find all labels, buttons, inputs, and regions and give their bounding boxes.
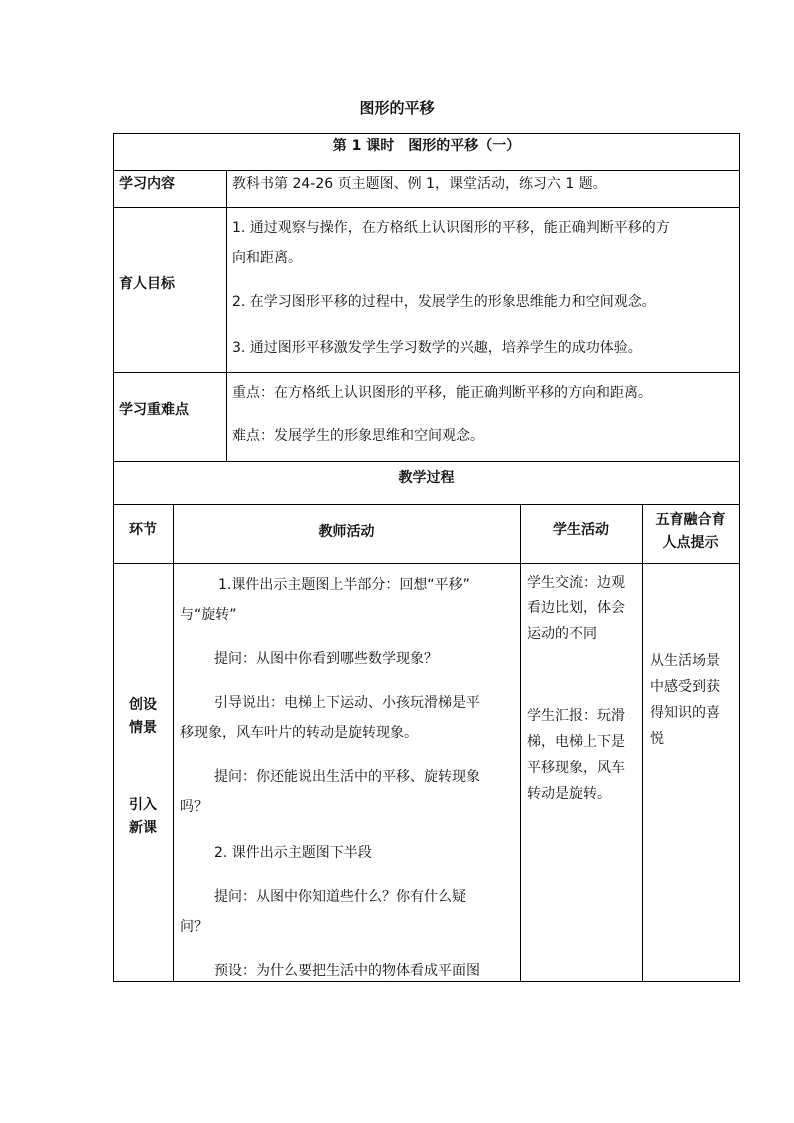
tips-line: 从生活场景: [650, 653, 720, 669]
header-tips: 五育融合育: [655, 512, 726, 528]
student-line: 运动的不同: [527, 626, 597, 642]
lesson-header: 第 1 课时 图形的平移（一）: [332, 138, 521, 154]
tips-line: 悦: [650, 731, 664, 747]
goal-item: 2. 在学习图形平移的过程中，发展学生的形象思维能力和空间观念。: [232, 294, 656, 310]
student-line: 学生交流：边观: [527, 575, 625, 591]
content-label: 学习内容: [119, 176, 175, 192]
teacher-line: 问？: [180, 919, 208, 935]
grid-line: [113, 504, 740, 505]
student-line: 平移现象，风车: [527, 760, 625, 776]
grid-line: [113, 170, 740, 171]
stage-line: 新课: [129, 820, 157, 836]
header-student: 学生活动: [553, 522, 609, 538]
process-title: 教学过程: [398, 470, 455, 486]
teacher-line: 提问：从图中你看到哪些数学现象？: [214, 651, 438, 667]
tips-line: 得知识的喜: [650, 705, 720, 721]
grid-line: [113, 133, 114, 982]
header-tips: 人点提示: [662, 535, 719, 551]
header-teacher: 教师活动: [318, 524, 375, 540]
tips-line: 中感受到获: [650, 679, 720, 695]
grid-line: [113, 207, 740, 208]
student-line: 看边比划，体会: [527, 600, 625, 616]
difficulty-point: 难点：发展学生的形象思维和空间观念。: [232, 428, 484, 444]
grid-line: [173, 504, 174, 982]
header-stage: 环节: [129, 522, 157, 538]
grid-line: [642, 504, 643, 982]
stage-line: 情景: [129, 720, 157, 736]
goal-item: 向和距离。: [232, 250, 302, 266]
teacher-line: 2. 课件出示主题图下半段: [214, 845, 372, 861]
key-point: 重点：在方格纸上认识图形的平移，能正确判断平移的方向和距离。: [232, 385, 652, 401]
content-text: 教科书第 24-26 页主题图、例 1，课堂活动，练习六 1 题。: [232, 176, 607, 192]
teacher-line: 与“旋转”: [180, 607, 237, 623]
goals-label: 育人目标: [119, 276, 175, 292]
teacher-line: 移现象，风车叶片的转动是旋转现象。: [180, 725, 418, 741]
page-title: 图形的平移: [359, 99, 435, 117]
key-points-label: 学习重难点: [119, 402, 189, 418]
teacher-line: 吗？: [180, 799, 208, 815]
teacher-line: 引导说出：电梯上下运动、小孩玩滑梯是平: [214, 695, 480, 711]
student-line: 学生汇报：玩滑: [527, 708, 625, 724]
teacher-line: 1.课件出示主题图上半部分：回想“平移”: [218, 577, 470, 593]
stage-line: 创设: [129, 697, 157, 713]
student-line: 转动是旋转。: [527, 786, 611, 802]
teacher-line: 预设：为什么要把生活中的物体看成平面图: [214, 963, 480, 979]
grid-line: [739, 133, 740, 982]
student-line: 梯，电梯上下是: [527, 734, 625, 750]
grid-line: [113, 461, 740, 462]
goal-item: 3. 通过图形平移激发学生学习数学的兴趣，培养学生的成功体验。: [232, 340, 642, 356]
teacher-line: 提问：你还能说出生活中的平移、旋转现象: [214, 769, 480, 785]
stage-line: 引入: [129, 797, 157, 813]
goal-item: 1. 通过观察与操作，在方格纸上认识图形的平移，能正确判断平移的方: [232, 220, 670, 236]
grid-line: [113, 981, 740, 982]
grid-line: [520, 504, 521, 982]
teacher-line: 提问：从图中你知道些什么？你有什么疑: [214, 889, 466, 905]
grid-line: [113, 372, 740, 373]
grid-line: [226, 170, 227, 461]
grid-line: [113, 133, 740, 134]
grid-line: [113, 563, 740, 564]
